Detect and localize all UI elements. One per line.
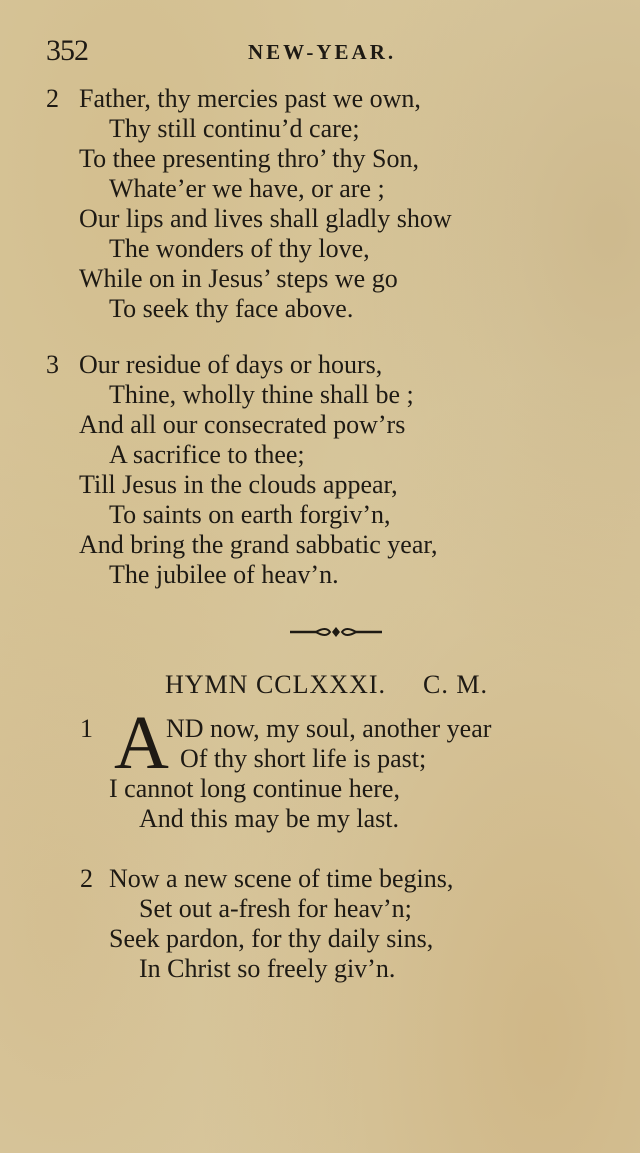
verse-line: To seek thy face above. <box>109 294 354 323</box>
verse-line: I cannot long continue here, <box>109 774 400 803</box>
verse-line: Seek pardon, for thy daily sins, <box>109 924 434 953</box>
verse-line: The jubilee of heav’n. <box>109 560 339 589</box>
verse-number: 3 <box>46 350 59 379</box>
verse-line: Of thy short life is past; <box>180 744 427 773</box>
verse-line: And this may be my last. <box>139 804 399 833</box>
verse-line: While on in Jesus’ steps we go <box>79 264 398 293</box>
verse-line: ND now, my soul, another year <box>166 714 492 743</box>
hymn-heading <box>165 670 488 700</box>
verse-line: To thee presenting thro’ thy Son, <box>79 144 419 173</box>
verse-line: Till Jesus in the clouds appear, <box>79 470 398 499</box>
verse-number: 1 <box>80 714 93 743</box>
verse-line: To saints on earth forgiv’n, <box>109 500 391 529</box>
hymn-meter: C. M. <box>423 670 488 699</box>
verse-line: A sacrifice to thee; <box>109 440 305 469</box>
verse-line: Our residue of days or hours, <box>79 350 383 379</box>
ornament-divider-icon <box>290 624 382 640</box>
hymn-title: HYMN CCLXXXI. <box>165 670 386 699</box>
verse-line: Set out a-fresh for heav’n; <box>139 894 412 923</box>
page-number: 352 <box>46 34 88 67</box>
verse-line: Father, thy mercies past we own, <box>79 84 421 113</box>
verse-number: 2 <box>46 84 59 113</box>
verse-line: Now a new scene of time begins, <box>109 864 454 893</box>
drop-cap: A <box>114 701 169 785</box>
verse-line: The wonders of thy love, <box>109 234 370 263</box>
verse-line: Thine, wholly thine shall be ; <box>109 380 414 409</box>
running-head <box>0 34 640 74</box>
verse-line: In Christ so freely giv’n. <box>139 954 396 983</box>
running-title: NEW-YEAR. <box>248 40 397 64</box>
verse-line: Our lips and lives shall gladly show <box>79 204 452 233</box>
verse-line: Thy still continu’d care; <box>109 114 360 143</box>
verse-line: Whate’er we have, or are ; <box>109 174 385 203</box>
verse-line: And bring the grand sabbatic year, <box>79 530 438 559</box>
verse-number: 2 <box>80 864 93 893</box>
verse-line: And all our consecrated pow’rs <box>79 410 406 439</box>
